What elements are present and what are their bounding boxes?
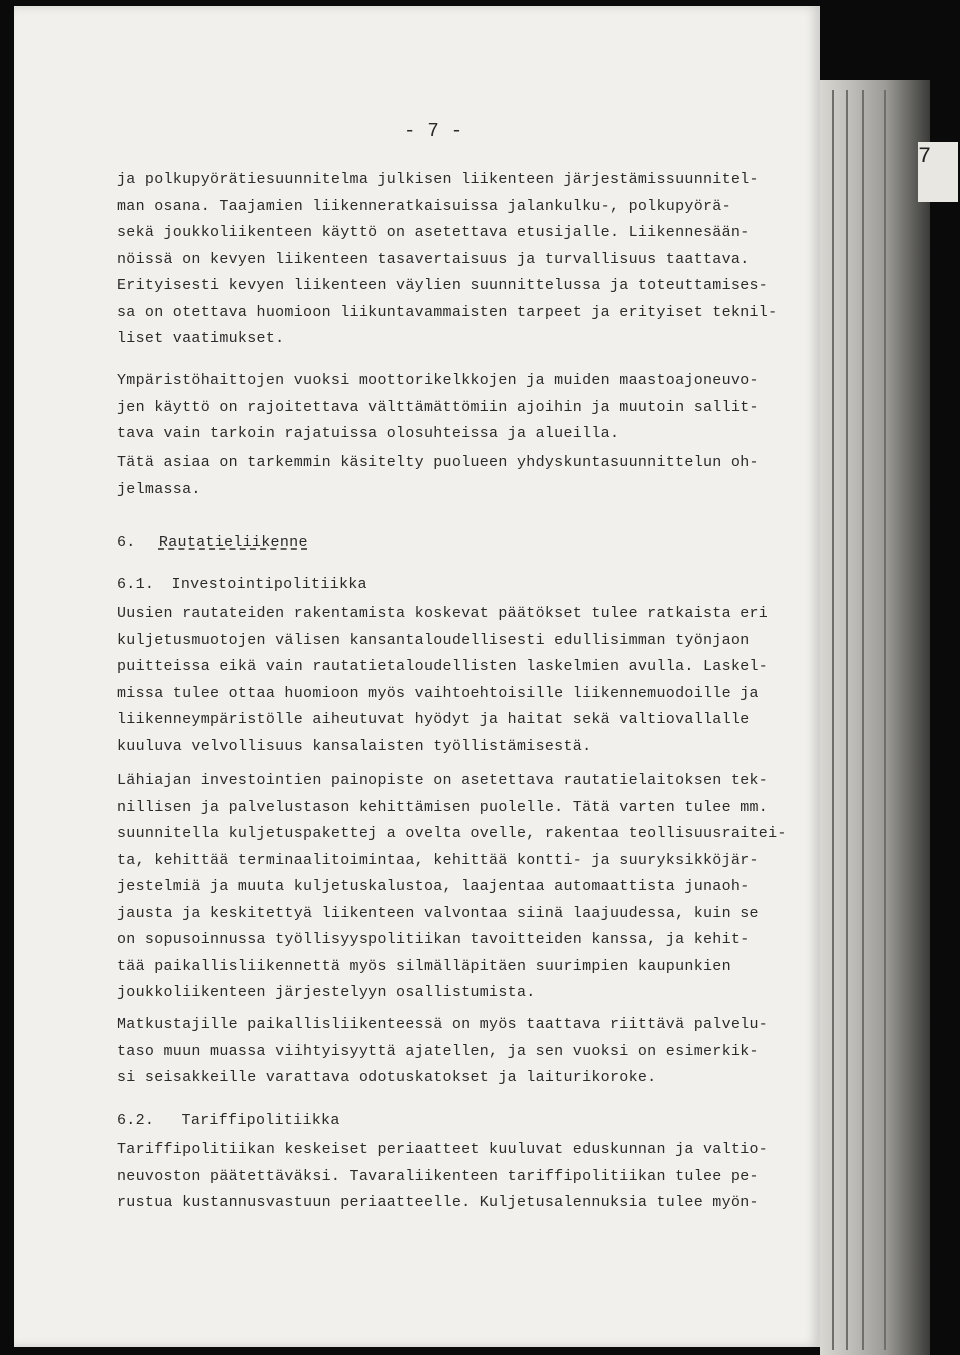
text-line: Uusien rautateiden rakentamista koskevat päätökset tulee ratkaista eri — [117, 605, 769, 622]
text-line: jausta ja keskitettyä liikenteen valvontaa siinä laajuudessa, kuin se — [117, 904, 759, 922]
text-line: nillisen ja palvelustason kehittämisen puolelle. Tätä varten tulee mm. — [117, 798, 769, 816]
paragraph-2 — [117, 368, 759, 448]
text-line: sa on otettava huomioon liikuntavammaisten tarpeet ja erityiset teknil- — [117, 303, 778, 321]
text-line: missa tulee ottaa huomioon myös vaihtoehtoisille liikennemuodoille ja — [117, 684, 759, 702]
text-line: neuvoston päätettäväksi. Tavaraliikenteen tariffipolitiikan tulee pe- — [117, 1167, 759, 1185]
text-line: suunnitella kuljetuspakettej a ovelta ovelle, rakentaa teollisuusraitei- — [117, 825, 787, 842]
paragraph-7 — [117, 1137, 768, 1217]
section-title: Investointipolitiikka — [171, 576, 367, 593]
margin-tab: 7 — [918, 142, 958, 202]
text-line: kuuluva velvollisuus kansalaisten työllistämisestä. — [117, 737, 592, 755]
text-line: si seisakkeille varattava odotuskatokset ja laiturikoroke. — [117, 1069, 657, 1086]
text-line: jen käyttö on rajoitettava välttämättömiin ajoihin ja muutoin sallit- — [117, 398, 759, 416]
text-line: tava vain tarkoin rajatuissa olosuhteissa ja alueilla. — [117, 425, 620, 442]
paragraph-3 — [117, 450, 759, 503]
text-line: on sopusoinnussa työllisyyspolitiikan tavoitteiden kanssa, ja kehit- — [117, 931, 750, 948]
text-line: taso muun muassa viihtyisyyttä ajatellen, ja sen vuoksi on esimerkik- — [117, 1042, 759, 1060]
text-line: Lähiajan investointien painopiste on asetettava rautatielaitoksen tek- — [117, 772, 769, 789]
section-title: Tariffipolitiikka — [181, 1112, 340, 1129]
text-line: nöissä on kevyen liikenteen tasavertaisuus ja turvallisuus taattava. — [117, 250, 750, 268]
page-edge-line — [832, 90, 834, 1350]
text-line: Erityisesti kevyen liikenteen väylien suunnittelussa ja toteuttamises- — [117, 277, 769, 294]
text-line: puitteissa eikä vain rautatietaloudellisten laskelmien avulla. Laskel- — [117, 658, 769, 675]
text-line: kuljetusmuotojen välisen kansantaloudellisesti edullisimman työnjaon — [117, 631, 750, 649]
text-line: liset vaatimukset. — [117, 330, 285, 347]
text-line: sekä joukkoliikenteen käyttö on asetettava etusijalle. Liikennesään- — [117, 224, 750, 241]
page-number: - 7 - — [404, 120, 463, 142]
section-number: 6.1. — [117, 576, 155, 593]
text-line: liikenneympäristölle aiheutuvat hyödyt ja haitat sekä valtiovallalle — [117, 711, 750, 728]
text-line: Ympäristöhaittojen vuoksi moottorikelkkojen ja muiden maastoajoneuvo- — [117, 372, 759, 389]
page-edge-line — [846, 90, 848, 1350]
page-edge-shadow — [820, 80, 930, 1355]
section-heading-6 — [117, 530, 308, 557]
text-line: ta, kehittää terminaalitoimintaa, kehittää kontti- ja suuryksikköjär- — [117, 851, 759, 869]
text-line: jelmassa. — [117, 480, 201, 498]
text-line: rustua kustannusvastuun periaatteelle. Kuljetusalennuksia tulee myön- — [117, 1194, 759, 1211]
paragraph-1 — [117, 167, 777, 353]
text-line: man osana. Taajamien liikenneratkaisuissa jalankulku-, polkupyörä- — [117, 197, 731, 215]
section-heading-6-2 — [117, 1108, 340, 1135]
text-line: Tätä asiaa on tarkemmin käsitelty puolueen yhdyskuntasuunnittelun oh- — [117, 454, 759, 471]
page-edge-line — [862, 90, 864, 1350]
text-line: joukkoliikenteen järjestelyyn osallistumista. — [117, 984, 536, 1001]
text-line: ja polkupyörätiesuunnitelma julkisen liikenteen järjestämissuunnitel- — [117, 171, 759, 188]
section-heading-6-1 — [117, 572, 367, 599]
paragraph-5 — [117, 768, 787, 1007]
text-line: tää paikallisliikennettä myös silmälläpitäen suurimpien kaupunkien — [117, 957, 731, 975]
text-line: jestelmiä ja muuta kuljetuskalustoa, laajentaa automaattista junaoh- — [117, 878, 750, 895]
paragraph-6 — [117, 1012, 768, 1092]
section-number: 6.2. — [117, 1112, 155, 1129]
text-line: Matkustajille paikallisliikenteessä on myös taattava riittävä palvelu- — [117, 1016, 769, 1033]
section-number: 6. — [117, 534, 136, 551]
paragraph-4 — [117, 601, 768, 760]
text-line: Tariffipolitiikan keskeiset periaatteet kuuluvat eduskunnan ja valtio- — [117, 1141, 769, 1158]
page-edge-line — [884, 90, 886, 1350]
section-title: Rautatieliikenne — [158, 534, 308, 551]
